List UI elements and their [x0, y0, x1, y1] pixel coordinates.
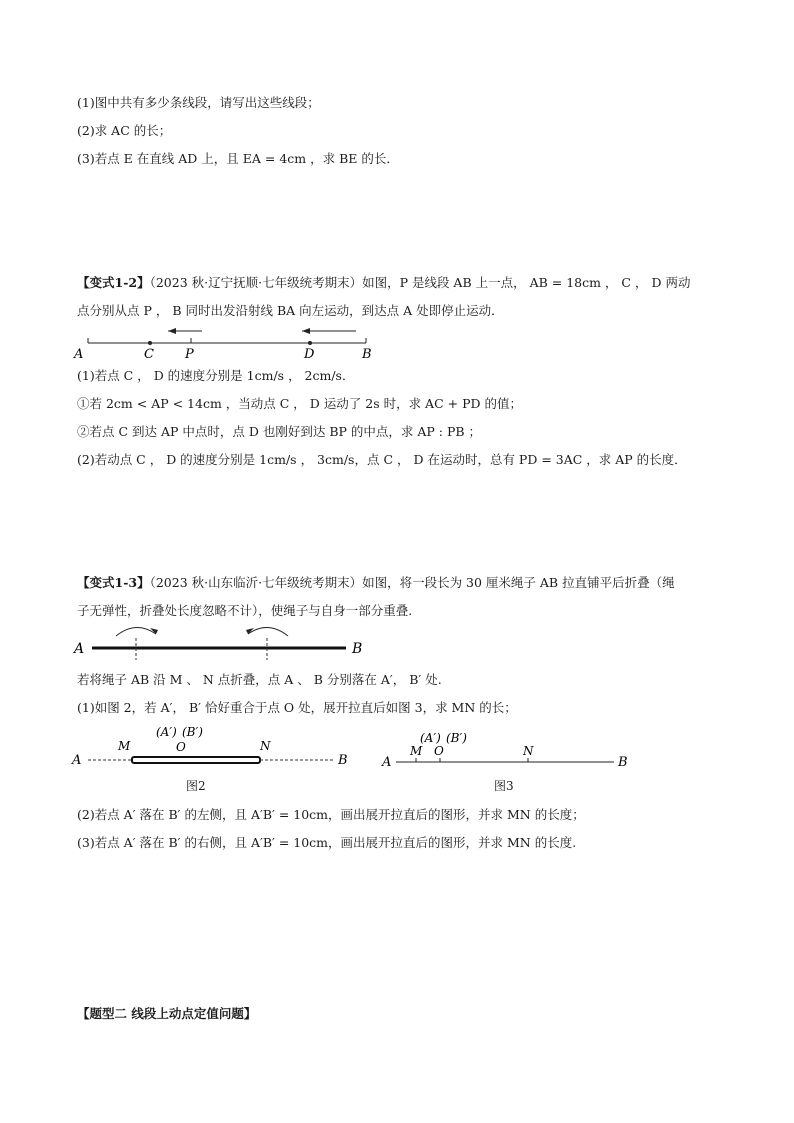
fold-arrow-left	[116, 627, 156, 636]
label-m: M	[410, 744, 423, 758]
q2-line-3: (1)若点 C ， D 的速度分别是 1cm/s ， 2cm/s．	[77, 368, 355, 383]
point-c	[148, 341, 152, 345]
q2-line-1	[77, 274, 690, 292]
fig2-caption: 图2	[186, 779, 206, 793]
label-d: D	[304, 347, 315, 362]
q3-line-6: (3)若点 A′ 落在 B′ 的右侧，且 A′B′ = 10cm，画出展开拉直后的图形，并求 MN 的长度.	[77, 835, 577, 850]
label-c: C	[144, 347, 154, 362]
section-title: 【题型二 线段上动点定值问题】	[77, 1006, 257, 1021]
q1-line-2: (2)求 AC 的长；	[77, 123, 172, 138]
label-a: A	[382, 755, 392, 770]
q2-line-5: ②若点 C 到达 AP 中点时，点 D 也刚好到达 BP 的中点，求 AP : PB ；	[77, 424, 482, 439]
arrow-d-head	[302, 328, 310, 334]
q1-line-1: (1)图中共有多少条线段，请写出这些线段；	[77, 95, 320, 110]
q1-line-3: (3)若点 E 在直线 AD 上，且 EA = 4cm ，求 BE 的长．	[77, 151, 399, 166]
label-p: P	[185, 347, 194, 362]
label-b: B	[338, 753, 348, 768]
arrow-c-head	[168, 328, 176, 334]
q2-line-2: 点分别从点 P ， B 同时出发沿射线 BA 向左运动，到达点 A 处即停止运动．	[77, 303, 504, 318]
label-o: O	[434, 744, 444, 758]
q3-line-2: 子无弹性，折叠处长度忽略不计），使绳子与自身一部分重叠.	[77, 603, 413, 618]
q2-figure	[70, 324, 390, 364]
label-n: N	[523, 744, 534, 758]
q2-line-6: (2)若动点 C ， D 的速度分别是 1cm/s ， 3cm/s，点 C ， D 在运动时，总有 PD = 3AC ，求 AP 的长度．	[77, 452, 687, 467]
point-d	[308, 341, 312, 345]
label-a: A	[74, 347, 84, 362]
q2-title: 【变式1-2】	[77, 275, 150, 290]
label-ap: (A′)	[420, 731, 441, 745]
fold-arrow-right	[248, 627, 288, 636]
q3-line-1	[77, 574, 675, 592]
label-ap: (A′)	[156, 725, 177, 739]
label-m: M	[118, 739, 131, 753]
q3-line-5: (2)若点 A′ 落在 B′ 的左侧，且 A′B′ = 10cm，画出展开拉直后的图形，并求 MN 的长度；	[77, 807, 585, 822]
q2-line-4: ①若 2cm < AP < 14cm ，当动点 C ， D 运动了 2s 时，求 AC + PD 的值；	[77, 396, 522, 411]
folded-rope	[132, 757, 260, 763]
label-n: N	[260, 739, 271, 753]
q3-figure-3	[380, 722, 640, 774]
q3-figure-2	[70, 722, 360, 774]
q3-line-3: 若将绳子 AB 沿 M 、 N 点折叠，点 A 、 B 分别落在 A′， B′ 处.	[77, 672, 442, 687]
q3-text-1: （2023 秋·山东临沂·七年级统考期末）如图，将一段长为 30 厘米绳子 AB 拉直铺平后折叠（绳	[149, 575, 675, 590]
label-a: A	[74, 641, 85, 657]
label-b: B	[618, 755, 628, 770]
label-b: B	[352, 641, 363, 657]
label-b: B	[362, 347, 372, 362]
fig3-caption: 图3	[494, 779, 514, 793]
label-o: O	[176, 740, 186, 754]
label-bp: (B′)	[182, 725, 203, 739]
label-a: A	[72, 753, 82, 768]
q2-text-1: （2023 秋·辽宁抚顺·七年级统考期末）如图，P 是线段 AB 上一点， AB = 18cm ， C ， D 两动	[149, 275, 691, 290]
label-bp: (B′)	[446, 731, 467, 745]
q3-line-4: (1)如图 2，若 A′， B′ 恰好重合于点 O 处，展开拉直后如图 3，求 MN 的长；	[77, 700, 517, 715]
q3-figure-1	[70, 620, 380, 664]
q3-title: 【变式1-3】	[77, 575, 150, 590]
